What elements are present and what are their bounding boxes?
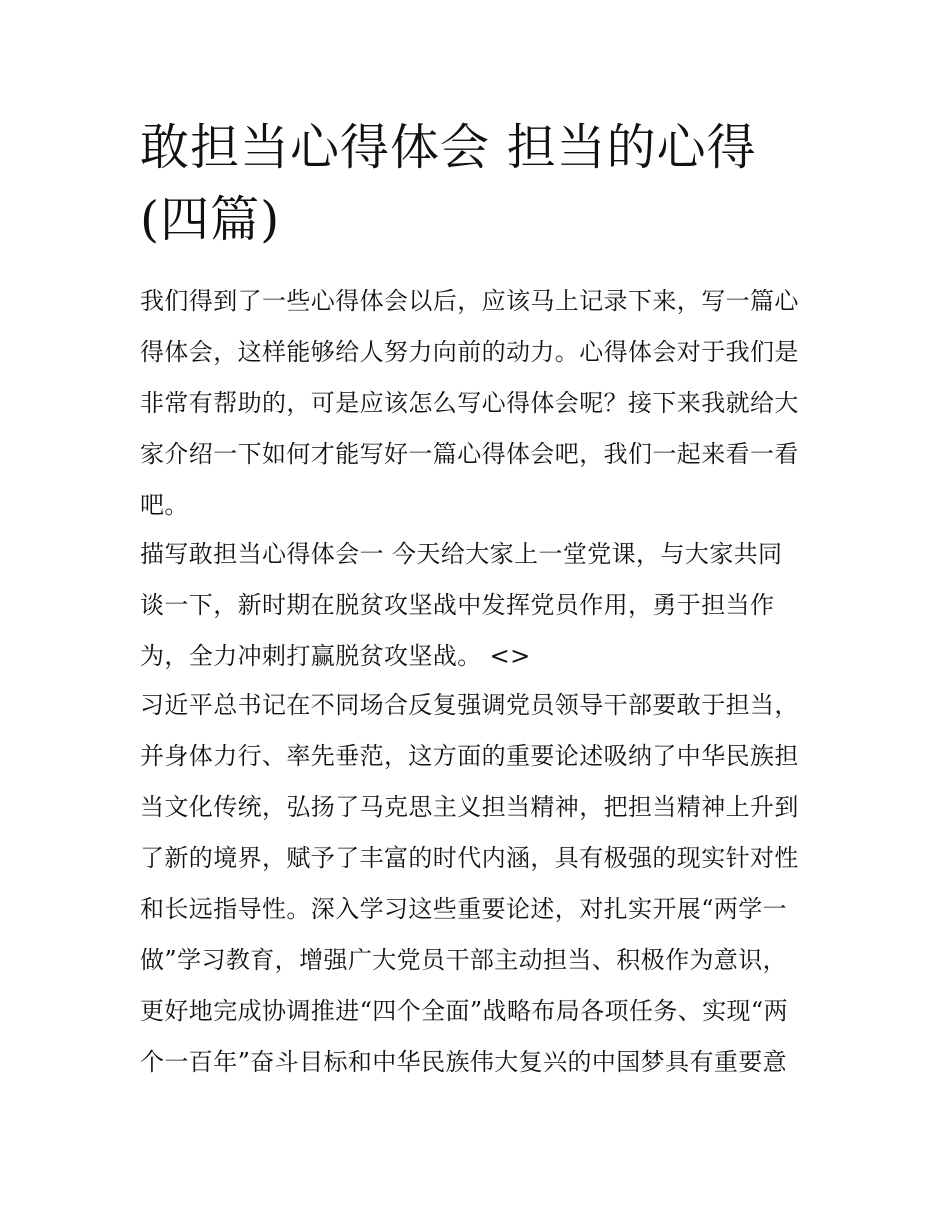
text-line: 吧。 (140, 491, 189, 519)
text-line: 个一百年”奋斗目标和中华民族伟大复兴的中国梦具有重要意 (140, 1048, 788, 1076)
text-line: 习近平总书记在不同场合反复强调党员领导干部要敢于担当， (140, 691, 799, 719)
title-line: (四篇) (140, 191, 281, 248)
paragraph-section-one (140, 529, 830, 682)
text-line: 家介绍一下如何才能写好一篇心得体会吧，我们一起来看一看 (140, 440, 799, 468)
text-line: 并身体力行、率先垂范，这方面的重要论述吸纳了中华民族担 (140, 742, 799, 770)
text-line: 为，全力冲刺打赢脱贫攻坚战。 <> (140, 642, 531, 670)
text-line: 我们得到了一些心得体会以后，应该马上记录下来，写一篇心 (140, 287, 799, 315)
text-line: 和长远指导性。深入学习这些重要论述，对扎实开展“两学一 (140, 895, 788, 923)
text-line: 做”学习教育，增强广大党员干部主动担当、积极作为意识， (140, 946, 788, 974)
text-line: 描写敢担当心得体会一 今天给大家上一堂党课，与大家共同 (140, 540, 783, 568)
text-line: 了新的境界，赋予了丰富的时代内涵，具有极强的现实针对性 (140, 844, 799, 872)
text-line: 更好地完成协调推进“四个全面”战略布局各项任务、实现“两 (140, 997, 789, 1025)
paragraph-body (140, 680, 830, 1088)
text-line: 非常有帮助的，可是应该怎么写心得体会呢？接下来我就给大 (140, 389, 799, 417)
text-line: 得体会，这样能够给人努力向前的动力。心得体会对于我们是 (140, 338, 799, 366)
text-line: 当文化传统，弘扬了马克思主义担当精神，把担当精神上升到 (140, 793, 799, 821)
text-line: 谈一下，新时期在脱贫攻坚战中发挥党员作用，勇于担当作 (140, 591, 775, 619)
document-title (140, 112, 820, 256)
paragraph-intro (140, 276, 830, 531)
title-line: 敢担当心得体会 担当的心得 (140, 119, 757, 176)
